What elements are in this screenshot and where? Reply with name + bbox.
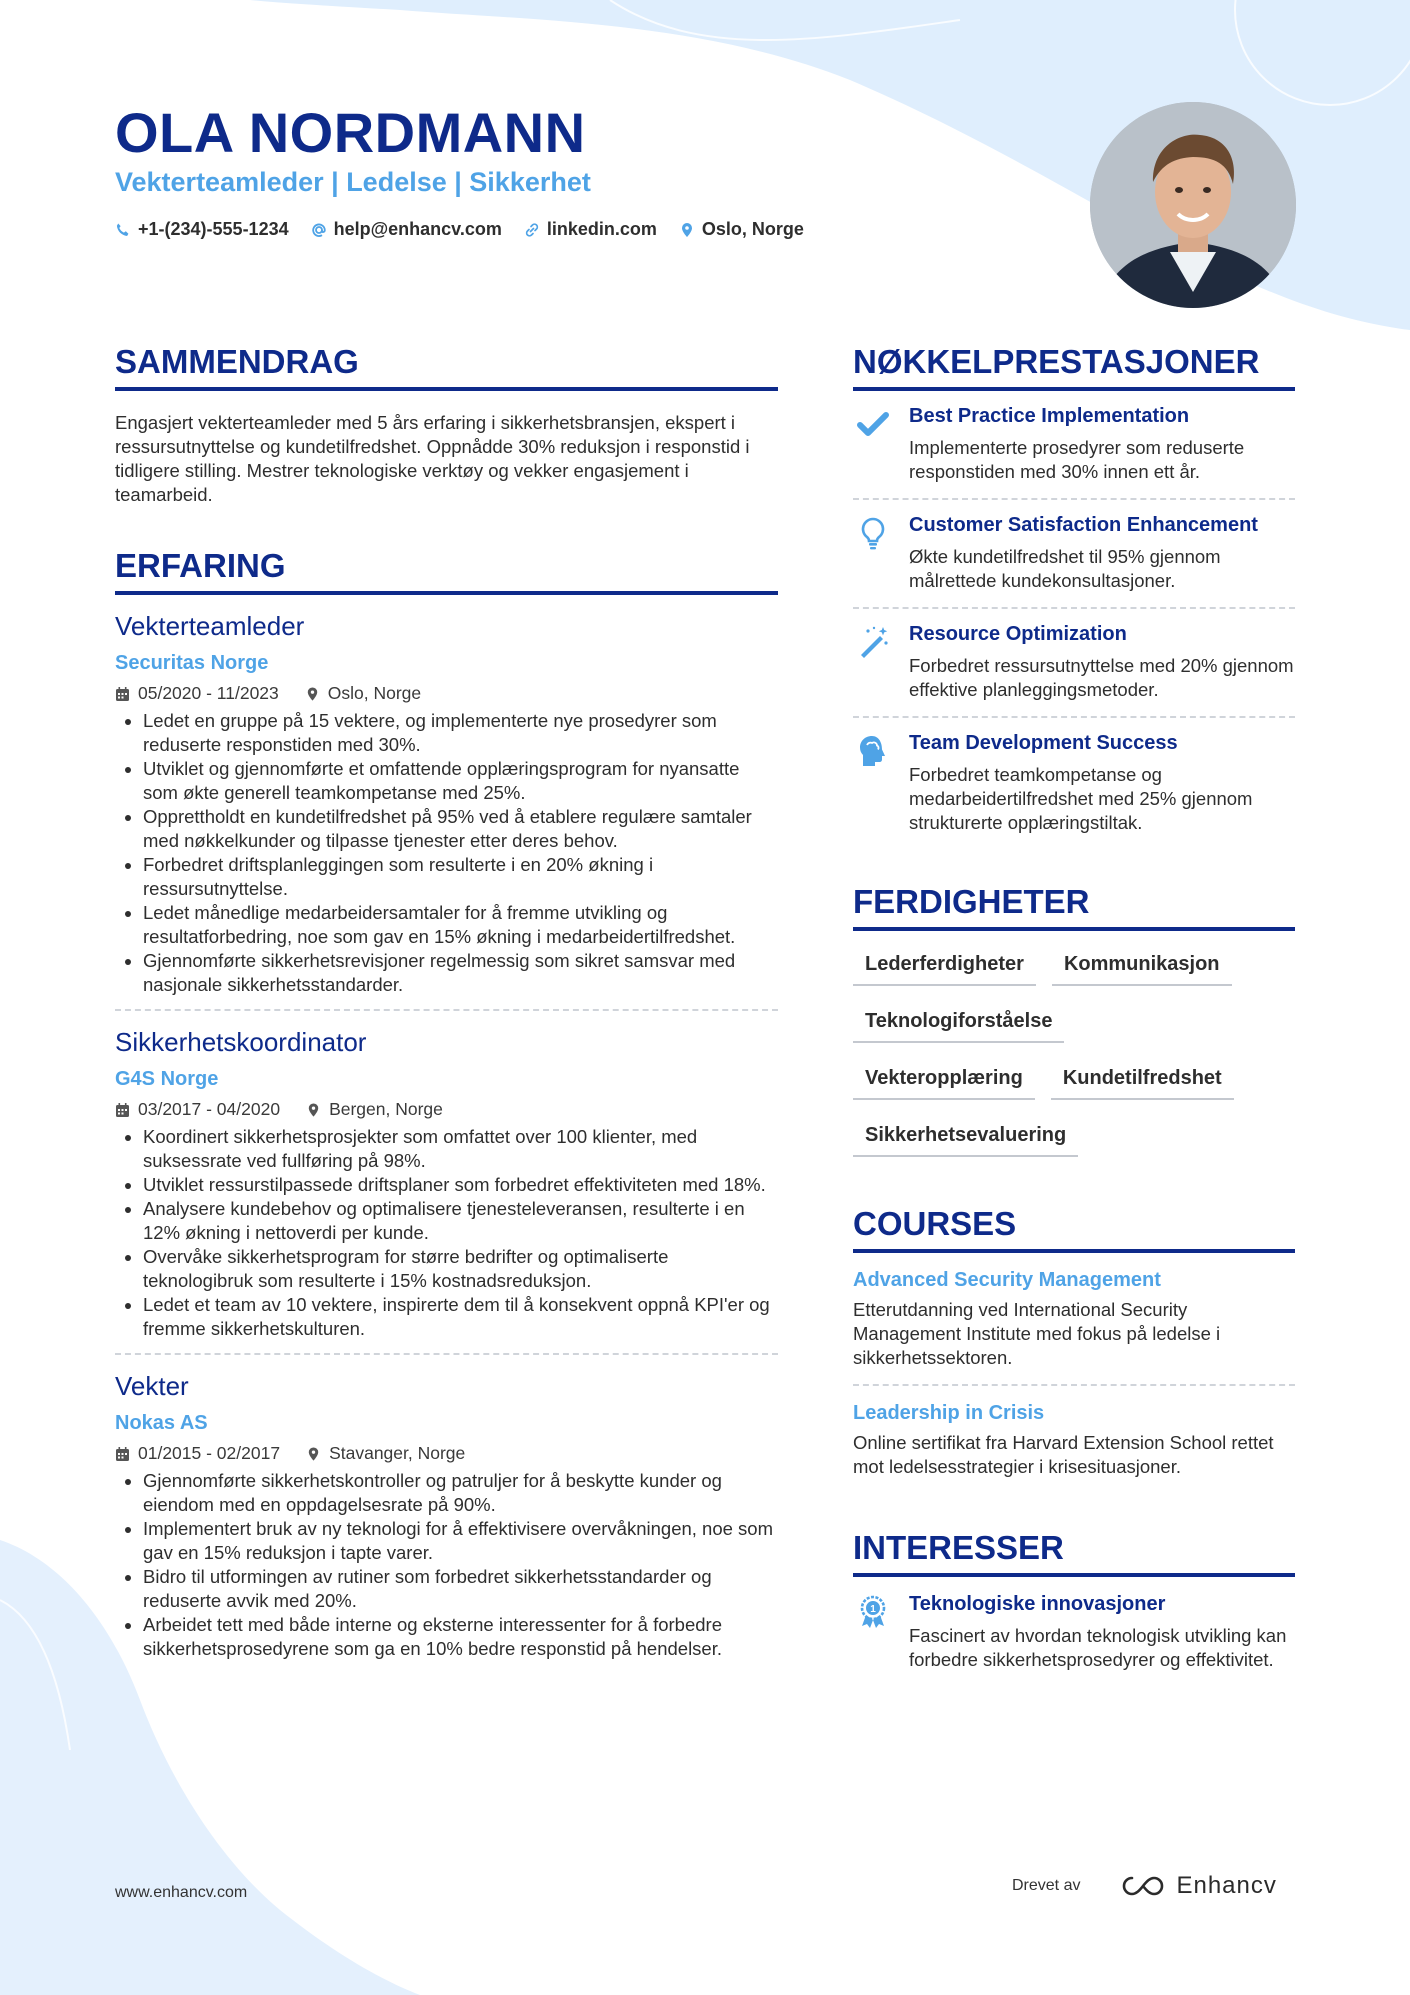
contact-location [679,219,804,240]
achievement-icon-wrap [853,732,893,835]
brain-head-icon [856,734,890,768]
svg-text:1: 1 [870,1604,876,1615]
bullet-item: • Analysere kundebehov og optimalisere tjenesteleveransen, resulterte i en 12% økning i nettoverdi per kunde. [143,1197,778,1245]
company-name: Nokas AS [115,1412,208,1434]
interest-icon-wrap [853,1593,893,1672]
skill-tag: Teknologiforståelse [853,1010,1064,1043]
interest-desc: Fascinert av hvordan teknologisk utvikling kan forbedre sikkerhetsprosedyrer og effektivitet. [909,1625,1287,1670]
bullet-list [115,709,778,997]
job-dates [115,683,279,704]
experience-item [115,611,778,1011]
skills-list [853,953,1295,1157]
achievement-title: Resource Optimization [909,623,1127,645]
experience-item [115,1027,778,1355]
achievement-icon-wrap [853,514,893,593]
experience-item [115,1371,778,1661]
bullet-item: • Overvåke sikkerhetsprogram for større bedrifter og optimaliserte teknologibruk som resulterte i 15% kostnadsreduksjon. [143,1245,778,1293]
achievement-body [909,623,1295,702]
calendar-icon [115,686,130,702]
skill-tag: Kommunikasjon [1052,953,1232,986]
achievement-desc: Økte kundetilfredshet til 95% gjennom målrettede kundekonsultasjoner. [909,546,1221,591]
phone-text: +1-(234)-555-1234 [138,219,289,239]
profile-photo [1090,102,1296,308]
date-range: 03/2017 - 04/2020 [138,1099,281,1119]
summary-heading: SAMMENDRAG [115,343,778,391]
skill-tag: Kundetilfredshet [1051,1067,1234,1100]
course-desc: Online sertifikat fra Harvard Extension School rettet mot ledelsesstrategier i krisesituasjoner. [853,1432,1274,1477]
achievement-desc: Implementerte prosedyrer som reduserte responstiden med 30% innen ett år. [909,437,1245,482]
date-range: 05/2020 - 11/2023 [138,683,279,703]
lightbulb-icon [856,516,890,550]
right-column [853,343,1295,1672]
course-item [853,1253,1295,1386]
date-range: 01/2015 - 02/2017 [138,1443,281,1463]
bullet-list [115,1125,778,1341]
job-title: Vekter [115,1371,189,1401]
summary-text: Engasjert vekterteamleder med 5 års erfaring i sikkerhetsbransjen, ekspert i ressursutnyttelse og kundetilfredshet. Oppnådde 30% reduksjon i responstid i tidligere stilling. Mestrer teknologiske verktøy og vekker engasjement i teamarbeid. [115,412,750,505]
courses-heading: COURSES [853,1205,1295,1253]
experience-list [115,611,778,1661]
job-meta [115,1443,778,1464]
course-title: Leadership in Crisis [853,1402,1045,1424]
company-name: G4S Norge [115,1068,219,1090]
achievement-icon-wrap [853,623,893,702]
achievement-body [909,405,1295,484]
location-pin-icon [679,222,695,238]
link-icon [524,222,540,238]
footer-website-link[interactable]: www.enhancv.com [115,1884,248,1901]
achievement-item [853,500,1295,609]
achievement-title: Customer Satisfaction Enhancement [909,514,1258,536]
divider [115,1353,778,1355]
skills-heading: FERDIGHETER [853,883,1295,931]
brand-name: Enhancv [1176,1872,1277,1899]
location-pin-icon [305,686,320,702]
job-title: Vekterteamleder [115,611,305,641]
award-ribbon-icon [856,1595,890,1629]
location-pin-icon [306,1446,321,1462]
job-location [306,1443,465,1464]
location-text: Oslo, Norge [701,219,804,239]
achievement-icon-wrap [853,405,893,484]
enhancv-logo-icon [1120,1873,1166,1899]
magic-wand-icon [856,625,890,659]
job-location [305,683,421,704]
bullet-item: • Utviklet og gjennomførte et omfattende opplæringsprogram for nyansatte som økte generell teamkompetanse med 25%. [143,757,778,805]
bullet-item: • Arbeidet tett med både interne og eksterne interessenter for å forbedre sikkerhetsprosedyrene som ga en 10% bedre responstid på hendelser. [143,1613,778,1661]
contact-linkedin[interactable] [524,219,657,240]
job-dates [115,1099,280,1120]
location-text: Oslo, Norge [327,683,422,703]
location-text: Stavanger, Norge [329,1443,466,1463]
job-location [306,1099,443,1120]
course-desc: Etterutdanning ved International Security Management Institute med fokus på ledelse i sikkerhetssektoren. [853,1299,1221,1368]
bullet-item: • Ledet et team av 10 vektere, inspirerte dem til å konsekvent oppnå KPI'er og fremme sikkerhetskulturen. [143,1293,778,1341]
job-title: Sikkerhetskoordinator [115,1027,367,1057]
achievements-heading: NØKKELPRESTASJONER [853,343,1295,391]
achievement-body [909,732,1295,835]
skill-tag: Vekteropplæring [853,1067,1035,1100]
achievement-item [853,609,1295,718]
course-item [853,1386,1295,1493]
bullet-item: • Ledet månedlige medarbeidersamtaler for å fremme utvikling og resultatforbedring, noe som gav en 15% økning i medarbeidertilfredshet. [143,901,778,949]
achievement-item [853,718,1295,849]
bullet-item: • Implementert bruk av ny teknologi for å effektivisere overvåkningen, noe som gav en 15% reduksjon i tapte varer. [143,1517,778,1565]
linkedin-text: linkedin.com [546,219,657,239]
contact-bar [115,219,804,240]
bullet-item: • Bidro til utformingen av rutiner som forbedret sikkerhetsstandarder og reduserte avvik med 20%. [143,1565,778,1613]
calendar-icon [115,1102,130,1118]
achievement-desc: Forbedret ressursutnyttelse med 20% gjennom effektive planleggingsmetoder. [909,655,1294,700]
achievement-title: Team Development Success [909,732,1178,754]
candidate-name: OLA NORDMANN [115,101,586,164]
interest-body [909,1593,1295,1672]
job-meta [115,1099,778,1120]
bullet-item: • Utviklet ressurstilpassede driftsplaner som forbedret effektiviteten med 18%. [143,1173,778,1197]
candidate-headline: Vekterteamleder | Ledelse | Sikkerhet [115,167,591,197]
skill-tag: Lederferdigheter [853,953,1036,986]
powered-by-label: Drevet av [1012,1877,1081,1894]
bullet-item: • Opprettholdt en kundetilfredshet på 95% ved å etablere regulære samtaler med nøkkelkunder og tilpasse tjenester etter deres behov. [143,805,778,853]
divider [115,1009,778,1011]
course-title: Advanced Security Management [853,1269,1161,1291]
brand-logo[interactable] [1120,1872,1276,1900]
interest-item [853,1593,1295,1672]
experience-heading: ERFARING [115,547,778,595]
phone-icon [115,222,131,238]
achievement-desc: Forbedret teamkompetanse og medarbeidertilfredshet med 25% gjennom strukturerte opplæringstiltak. [909,764,1253,833]
location-pin-icon [306,1102,321,1118]
check-icon [856,407,890,441]
bullet-item: • Forbedret driftsplanleggingen som resulterte i en 20% økning i ressursutnyttelse. [143,853,778,901]
left-column [115,343,778,1661]
at-icon [311,222,327,238]
bullet-list [115,1469,778,1661]
location-text: Bergen, Norge [329,1099,443,1119]
footer-branding [1012,1872,1277,1900]
job-dates [115,1443,280,1464]
calendar-icon [115,1446,130,1462]
interests-heading: INTERESSER [853,1529,1295,1577]
contact-email[interactable] [311,219,502,240]
skill-tag: Sikkerhetsevaluering [853,1124,1078,1157]
bullet-item: • Gjennomførte sikkerhetsrevisjoner regelmessig som sikret samsvar med nasjonale sikkerhetsstandarder. [143,949,778,997]
interest-title: Teknologiske innovasjoner [909,1593,1166,1615]
achievement-item [853,391,1295,500]
email-text: help@enhancv.com [333,219,502,239]
achievement-body [909,514,1295,593]
achievement-title: Best Practice Implementation [909,405,1190,427]
contact-phone[interactable] [115,219,289,240]
bullet-item: • Gjennomførte sikkerhetskontroller og patruljer for å beskytte kunder og eiendom med en oppdagelsesrate på 90%. [143,1469,778,1517]
bullet-item: • Ledet en gruppe på 15 vektere, og implementerte nye prosedyrer som reduserte responstiden med 30%. [143,709,778,757]
company-name: Securitas Norge [115,652,269,674]
job-meta [115,683,778,704]
bullet-item: • Koordinert sikkerhetsprosjekter som omfattet over 100 klienter, med suksessrate ved fullføring på 98%. [143,1125,778,1173]
